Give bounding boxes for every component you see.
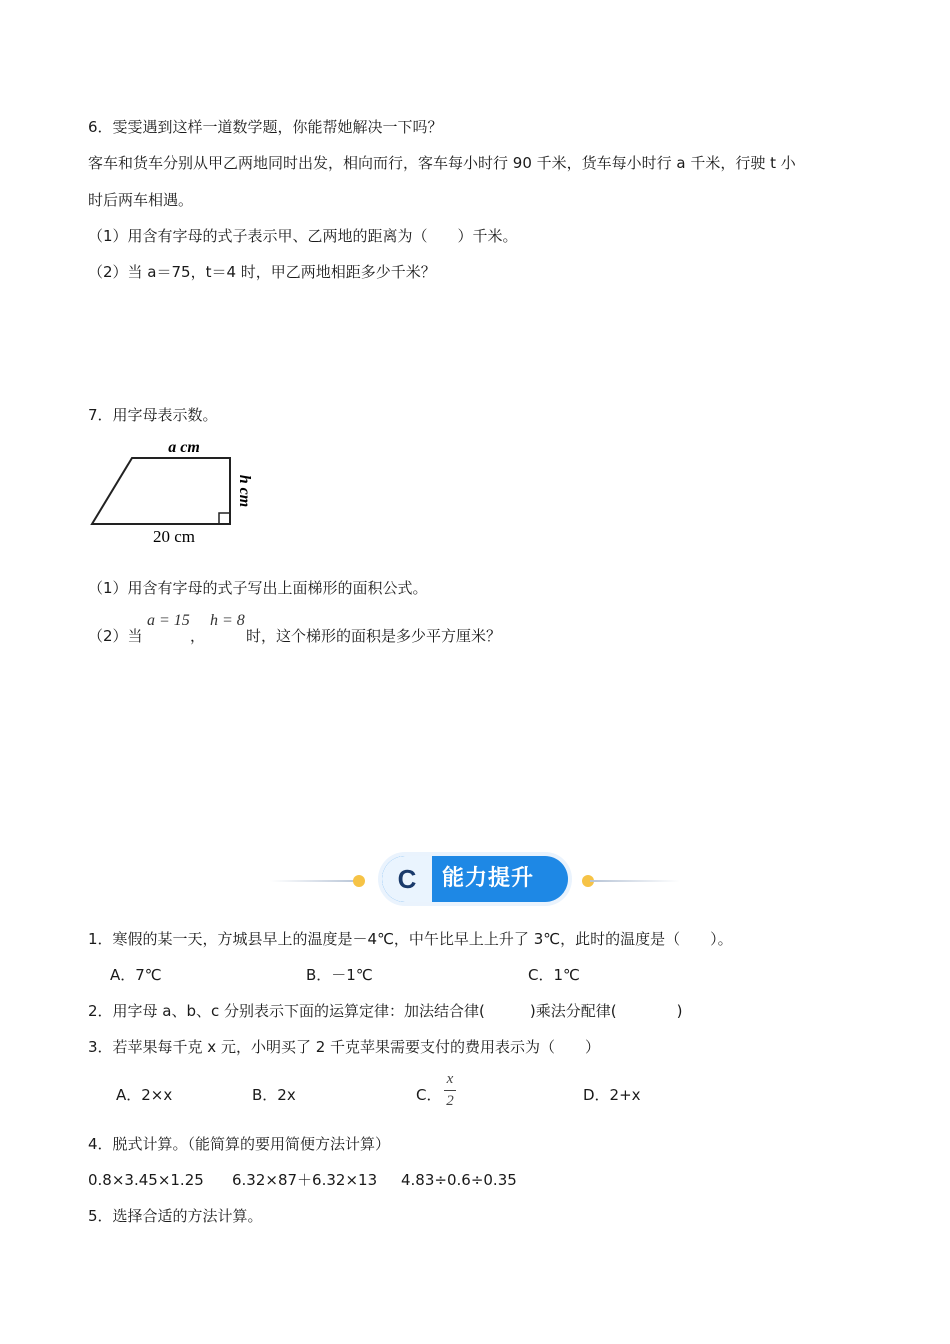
c3-frac-numerator: x [446, 1071, 454, 1087]
c4-expr-2: 6.32×87＋6.32×13 [232, 1171, 378, 1189]
q7-eq-h: h = 8 [210, 612, 245, 629]
q6-body-line2: 时后两车相遇。 [88, 191, 194, 209]
q6-sub2: （2）当 a＝75，t＝4 时，甲乙两地相距多少千米？ [88, 263, 436, 281]
q7-sub2-comma: ， [190, 627, 206, 645]
q7-sub1: （1）用含有字母的式子写出上面梯形的面积公式。 [88, 579, 428, 597]
banner-rule-right [590, 880, 680, 882]
c1-option-c: C．1℃ [528, 966, 580, 984]
top-base-label: a cm [168, 439, 200, 456]
q6-sub1: （1）用含有字母的式子表示甲、乙两地的距离为（ ）千米。 [88, 227, 518, 245]
c3-frac-bar [444, 1090, 456, 1091]
c1-option-a: A．7℃ [110, 966, 162, 984]
banner-dot-left [353, 875, 365, 887]
trapezoid-shape [92, 458, 230, 524]
c3-option-b: B．2x [252, 1086, 296, 1104]
c4-expr-1: 0.8×3.45×1.25 [88, 1171, 204, 1189]
c2-stem: 2．用字母 a、b、c 分别表示下面的运算定律：加法结合律( )乘法分配律( ) [88, 1002, 683, 1020]
c3-option-c-label: C． [416, 1086, 442, 1104]
banner-title: 能力提升 [442, 866, 535, 891]
c3-stem: 3．若苹果每千克 x 元，小明买了 2 千克苹果需要支付的费用表示为（ ） [88, 1038, 601, 1056]
c4-expr-3: 4.83÷0.6÷0.35 [401, 1171, 517, 1189]
q7-sub2-suffix: 时，这个梯形的面积是多少平方厘米？ [246, 627, 502, 645]
banner-rule-left [270, 880, 360, 882]
c4-stem: 4．脱式计算。（能简算的要用简便方法计算） [88, 1135, 391, 1153]
banner-pill [382, 856, 568, 902]
c3-option-c-fraction [444, 1071, 456, 1110]
q7-title: 7．用字母表示数。 [88, 406, 218, 424]
q6-title: 6．雯雯遇到这样一道数学题，你能帮她解决一下吗？ [88, 118, 443, 136]
c3-frac-denominator: 2 [446, 1093, 454, 1109]
height-label: h cm [236, 474, 253, 508]
right-angle-mark [219, 513, 230, 524]
section-banner [270, 852, 680, 908]
bottom-base-label: 20 cm [152, 527, 196, 546]
c1-stem: 1．寒假的某一天，方城县早上的温度是－4℃，中午比早上上升了 3℃，此时的温度是（ ）。 [88, 930, 733, 948]
q6-body-line1: 客车和货车分别从甲乙两地同时出发，相向而行，客车每小时行 90 千米，货车每小时行 a 千米，行驶 t 小 [88, 154, 796, 172]
c1-option-b: B．－1℃ [306, 966, 373, 984]
q7-sub2-prefix: （2）当 [88, 627, 143, 645]
q7-eq-a: a = 15 [147, 612, 190, 629]
c3-option-a: A．2×x [116, 1086, 173, 1104]
trapezoid-figure [88, 436, 268, 548]
c3-option-d: D．2+x [583, 1086, 641, 1104]
banner-letter: C [382, 856, 432, 902]
c5-stem: 5．选择合适的方法计算。 [88, 1207, 263, 1225]
